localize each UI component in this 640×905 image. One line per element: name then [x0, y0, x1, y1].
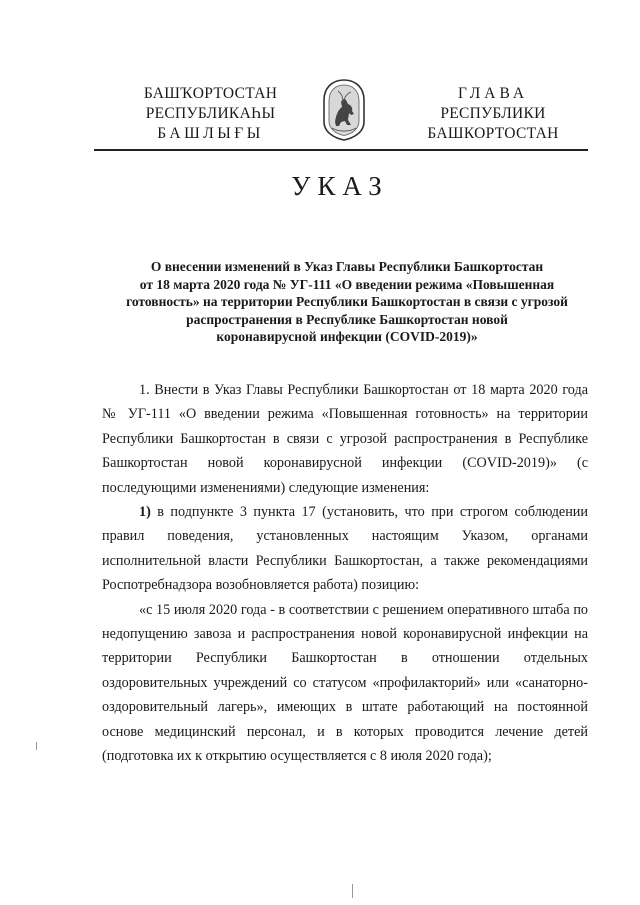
- bashkortostan-coat-of-arms-icon: [318, 78, 370, 142]
- header-right-line: ГЛАВА: [457, 85, 529, 102]
- subject-line: от 18 марта 2020 года № УГ-111 «О введении режима «Повышенная: [139, 276, 555, 292]
- document-header: [0, 78, 640, 152]
- header-bashkir-title: [128, 84, 293, 144]
- header-right-line: БАШКОРТОСТАН: [427, 125, 559, 142]
- body-paragraph: [102, 500, 588, 598]
- scan-mark: [36, 742, 37, 750]
- subject-line: готовность» на территории Республики Башкортостан в связи с угрозой: [126, 294, 568, 309]
- header-russian-title: [408, 84, 578, 144]
- body-paragraph: «с 15 июля 2020 года - в соответствии с решением оперативного штаба по недопущению завоза и распространения новой коронавирусной инфекции на территории Республики Башкортостан в отношении отдельных оздоровительных учреждений со статусом «профилакторий» или «санаторно-оздоровительный лагерь», имеющих в штате работающий на постоянной основе медицинский персонал, и в которых проводится лечение детей (подготовка их к открытию осуществляется с 8 июля 2020 года);: [102, 601, 588, 765]
- subject-line: коронавирусной инфекции (COVID-2019)»: [216, 329, 478, 344]
- header-left-line: РЕСПУБЛИКАҺЫ: [145, 105, 276, 122]
- scan-mark: [352, 884, 353, 898]
- decree-subject: [112, 258, 582, 346]
- header-left-line: БАШЛЫҒЫ: [157, 125, 264, 142]
- subject-line: О внесении изменений в Указ Главы Республики Башкортостан: [150, 259, 544, 274]
- decree-body: [102, 378, 588, 769]
- body-paragraph: 1. Внести в Указ Главы Республики Башкортостан от 18 марта 2020 года № УГ-111 «О введении режима «Повышенная готовность» на территории Республики Башкортостан в связи с угрозой распространения в Республике Башкортостан новой коронавирусной инфекции (COVID-2019)» (с последующими изменениями) следующие изменения:: [102, 382, 588, 496]
- header-right-line: РЕСПУБЛИКИ: [440, 105, 546, 122]
- subject-line: распространения в Республике Башкортостан новой: [186, 311, 508, 327]
- document-title: УКАЗ: [291, 171, 389, 201]
- header-left-line: БАШҠОРТОСТАН: [143, 85, 278, 102]
- header-divider: [94, 149, 588, 151]
- item-number: 1): [139, 504, 151, 521]
- item-text: в подпункте 3 пункта 17 (установить, что при строгом соблюдении правил поведения, установленных настоящим Указом, органами исполнительной власти Республики Башкортостан, а также рекомендациями Роспотребнадзора возобновляется работа) позицию:: [102, 504, 588, 594]
